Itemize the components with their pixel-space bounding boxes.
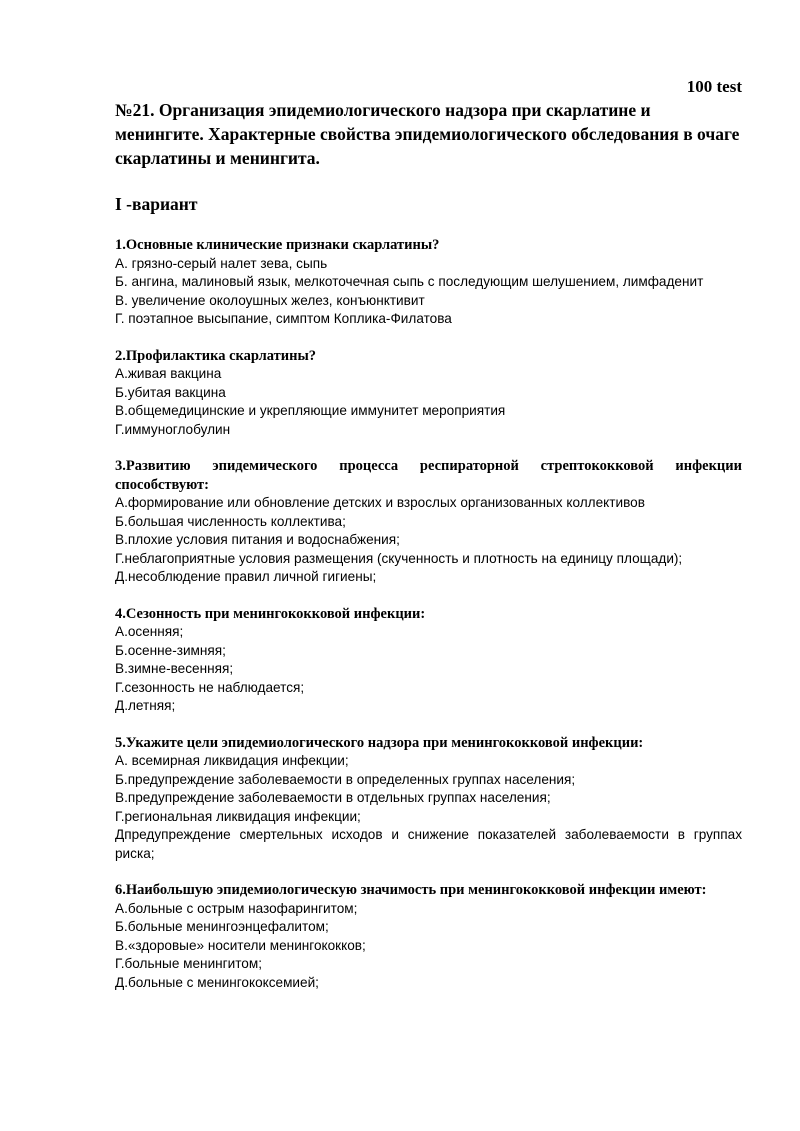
question-4 <box>115 605 742 716</box>
question-title: 2.Профилактика скарлатины? <box>115 347 317 364</box>
question-2 <box>115 347 742 440</box>
answer-option: Г.региональная ликвидация инфекции; <box>115 808 361 824</box>
answer-option: А. всемирная ликвидация инфекции; <box>115 753 349 768</box>
answer-option: Б.осенне-зимняя; <box>115 642 226 658</box>
answer-option: Б.большая численность коллектива; <box>115 513 346 529</box>
answer-option: Г.иммуноглобулин <box>115 421 231 437</box>
answer-option: В.общемедицинские и укрепляющие иммунитет мероприятия <box>115 403 506 418</box>
question-title: 3.Развитию эпидемического процесса респираторной стрептококковой инфекции способствуют: <box>115 458 742 493</box>
question-title: 5.Укажите цели эпидемиологического надзора при менингококковой инфекции: <box>115 734 644 751</box>
answer-option: Д.больные с менингококсемией; <box>115 974 319 990</box>
answer-option: А.больные с острым назофарингитом; <box>115 900 358 916</box>
answer-option: Б.убитая вакцина <box>115 384 226 400</box>
document-title: №21. Организация эпидемиологического надзора при скарлатине и менингите. Характерные свойства эпидемиологического обследования в очаге скарлатины и менингита. <box>115 100 740 168</box>
answer-option: А.живая вакцина <box>115 366 222 381</box>
question-title: 4.Сезонность при менингококковой инфекции: <box>115 605 426 622</box>
answer-option: В.«здоровые» носители менингококков; <box>115 937 366 953</box>
answer-option: Г.сезонность не наблюдается; <box>115 679 305 695</box>
answer-option: В.предупреждение заболеваемости в отдельных группах населения; <box>115 790 551 805</box>
question-6 <box>115 881 742 992</box>
answer-option: Д.несоблюдение правил личной гигиены; <box>115 569 377 584</box>
question-title: 1.Основные клинические признаки скарлатины? <box>115 237 440 253</box>
question-list <box>115 236 742 992</box>
answer-option: А.осенняя; <box>115 624 184 639</box>
variant-heading: I -вариант <box>115 194 198 214</box>
answer-option: Г. поэтапное высыпание, симптом Коплика-Филатова <box>115 311 452 326</box>
answer-option: А. грязно-серый налет зева, сыпь <box>115 255 328 271</box>
answer-option: В.плохие условия питания и водоснабжения; <box>115 532 400 547</box>
document-page <box>115 76 742 1010</box>
answer-option: В. увеличение околоушных желез, конъюнктивит <box>115 292 425 308</box>
answer-option: Д.летняя; <box>115 698 176 713</box>
question-title: 6.Наибольшую эпидемиологическую значимость при менингококковой инфекции имеют: <box>115 882 707 898</box>
answer-option: Г.больные менингитом; <box>115 956 262 971</box>
answer-option: В.зимне-весенняя; <box>115 661 234 676</box>
answer-option: Б.больные менингоэнцефалитом; <box>115 919 329 934</box>
question-1 <box>115 236 742 329</box>
question-3 <box>115 457 742 587</box>
answer-option: Г.неблагоприятные условия размещения (скученность и плотность на единицу площади); <box>115 550 683 566</box>
answer-option: Б. ангина, малиновый язык, мелкоточечная сыпь с последующим шелушением, лимфаденит <box>115 274 704 289</box>
test-count-label: 100 test <box>686 77 742 96</box>
answer-option: А.формирование или обновление детских и взрослых организованных коллективов <box>115 495 645 510</box>
answer-option: Б.предупреждение заболеваемости в определенных группах населения; <box>115 771 576 787</box>
question-5 <box>115 734 742 864</box>
answer-option: Дпредупреждение смертельных исходов и снижение показателей заболеваемости в группах риска; <box>115 827 742 861</box>
